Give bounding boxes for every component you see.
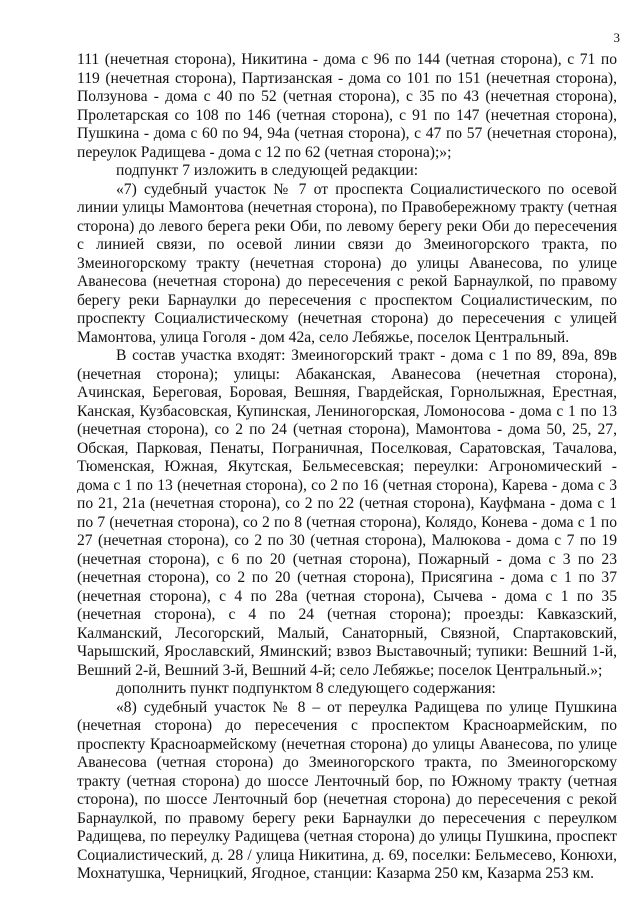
page-number: 3 (613, 30, 620, 45)
paragraph-subitem-7-instruction: подпункт 7 изложить в следующей редакции: (116, 162, 419, 179)
paragraph-subitem-8-instruction: дополнить пункт подпунктом 8 следующего содержания: (116, 680, 496, 697)
paragraph-district-7-composition: В состав участка входят: Змеиногорский тракт - дома с 1 по 89, 89а, 89в (нечетная сторона); улицы: Абаканская, Аванесова (нечетная сторона), Ачинская, Береговая, Боровая, Вешняя, Гвардейская, Горнолыжная, Ерестная, Канская, Кузбасовская, Купинская, Лениногорская, Ломоносова - дома с 1 по 13 (нечетная сторона), со 2 по 24 (четная сторона), Мамонтова - дома 50, 25, 27, Обская, Парковая, Пенаты, Пограничная, Поселковая, Саратовская, Тачалова, Тюменская, Южная, Якутская, Бельмесевская; переулки: Агрономический - дома с 1 по 13 (нечетная сторона), со 2 по 16 (четная сторона), Карева - дома с 3 по 21, 21а (нечетная сторона), со 2 по 22 (четная сторона), Кауфмана - дома с 1 по 7 (нечетная сторона), со 2 по 8 (четная сторона), Колядо, Конева - дома с 1 по 27 (нечетная сторона), со 2 по 30 (четная сторона), Малюкова - дома с 7 по 19 (нечетная сторона), с 6 по 20 (четная сторона), Пожарный - дома с 3 по 23 (нечетная сторона), со 2 по 20 (четная сторона), Присягина - дома с 1 по 37 (нечетная сторона), с 4 по 28а (четная сторона), Сычева - дома с 1 по 35 (нечетная сторона), с 4 по 24 (четная сторона); проезды: Кавказский, Калманский, Лесогорский, Малый, Санаторный, Связной, Спартаковский, Чарышский, Ярославский, Яминский; взвоз Выставочный; тупики: Вешний 1-й, Вешний 2-й, Вешний 3-й, Вешний 4-й; село Лебяжье; поселок Центральный.»; (77, 347, 617, 679)
paragraph-court-district-8: «8) судебный участок № 8 – от переулка Радищева по улице Пушкина (нечетная сторона) до пересечения с проспектом Красноармейским, по проспекту Красноармейскому (нечетная сторона) до улицы Аванесова, по улице Аванесова (четная сторона) до Змеиногорского тракта, по Змеиногорскому тракту (четная сторона) до шоссе Ленточный бор, по Южному тракту (четная сторона), по шоссе Ленточный бор (нечетная сторона) до пересечения с рекой Барнаулкой, по правому берегу реки Барнаулки до пересечения с переулком Радищева, по переулку Радищева (четная сторона) до улицы Пушкина, проспект Социалистический, д. 28 / улица Никитина, д. 69, поселки: Бельмесево, Конюхи, Мохнатушка, Черницкий, Ягодное, станции: Казарма 250 км, Казарма 253 км. (77, 698, 617, 882)
paragraph-court-district-7: «7) судебный участок № 7 от проспекта Социалистического по осевой линии улицы Мамонтова (нечетная сторона), по Правобережному тракту (четная сторона) до левого берега реки Оби, по левому берегу реки Оби до пересечения с линией связи, по осевой линии связи до Змеиногорского тракта, по Змеиногорскому тракту (нечетная сторона) до улицы Аванесова, по улице Аванесова (нечетная сторона) до пересечения с рекой Барнаулкой, по правому берегу реки Барнаулки до пересечения с проспектом Социалистическим, по проспекту Социалистическому (нечетная сторона) до пересечения с улицей Мамонтова, улица Гоголя - дом 42а, село Лебяжье, поселок Центральный. (77, 180, 617, 346)
document-body (77, 51, 617, 884)
paragraph-continuation: 111 (нечетная сторона), Никитина - дома с 96 по 144 (четная сторона), с 71 по 119 (нечетная сторона), Партизанская - дома со 101 по 151 (нечетная сторона), Ползунова - дома с 40 по 52 (четная сторона), с 35 по 43 (нечетная сторона), Пролетарская со 108 по 146 (четная сторона), с 91 по 147 (нечетная сторона), Пушкина - дома с 60 по 94, 94а (четная сторона), с 47 по 57 (нечетная сторона), переулок Радищева - дома с 12 по 62 (четная сторона);»; (77, 51, 617, 161)
